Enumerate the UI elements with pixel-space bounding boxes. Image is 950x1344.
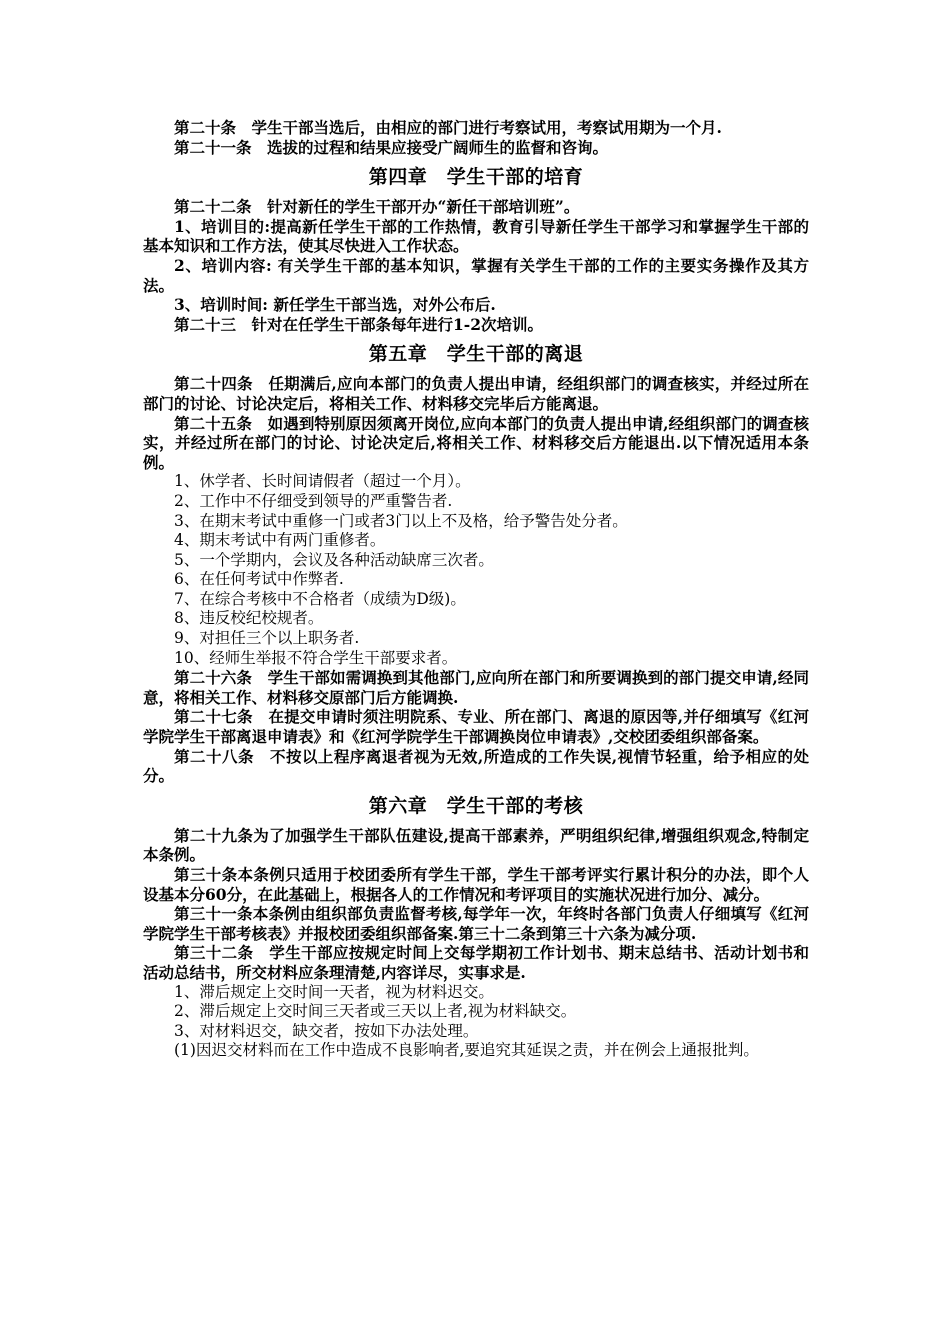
article-32-item-1: 1、滞后规定上交时间一天者，视为材料迟交。 (174, 982, 494, 1001)
article-32-item-3-sub-1: (1)因迟交材料而在工作中造成不良影响者,要追究其延误之责，并在例会上通报批判。 (174, 1041, 759, 1060)
article-21: 第二十一条 选拔的过程和结果应接受广阔师生的监督和咨询。 (174, 137, 609, 157)
document-page (143, 118, 809, 1061)
article-23: 第二十三 针对在任学生干部条每年进行1-2次培训。 (174, 314, 544, 334)
article-28: 第二十八条 不按以上程序离退者视为无效,所造成的工作失误,视情节轻重，给予相应的处分。 (143, 746, 809, 786)
article-25-item-7: 7、在综合考核中不合格者（成绩为D级)。 (174, 589, 466, 608)
article-31: 第三十一条本条例由组织部负责监督考核,每学年一次，年终时各部门负责人仔细填写《红河学院学生干部考核表》并报校团委组织部备案.第三十二条到第三十六条为减分项. (143, 904, 809, 943)
article-22: 第二十二条 针对新任的学生干部开办“新任干部培训班”。 (174, 197, 580, 217)
article-25-item-1: 1、休学者、长时间请假者（超过一个月）。 (174, 472, 471, 491)
article-32-item-2: 2、滞后规定上交时间三天者或三天以上者,视为材料缺交。 (174, 1002, 577, 1021)
article-25-item-4: 4、期末考试中有两门重修者。 (174, 531, 386, 550)
article-26: 第二十六条 学生干部如需调换到其他部门,应向所在部门和所要调换到的部门提交申请,经同意，将相关工作、材料移交原部门后方能调换. (143, 668, 809, 707)
article-25-item-9: 9、对担任三个以上职务者. (174, 629, 360, 648)
article-25-item-3: 3、在期末考试中重修一门或者3门以上不及格，给予警告处分者。 (174, 511, 628, 530)
chapter-5-heading: 第五章 学生干部的离退 (368, 343, 584, 366)
article-29: 第二十九条为了加强学生干部队伍建设,提高干部素养，严明组织纪律,增强组织观念,特制定本条例。 (143, 825, 809, 865)
article-25-item-2: 2、工作中不仔细受到领导的严重警告者. (174, 491, 453, 510)
article-22-item-3: 3、培训时间: 新任学生干部当选，对外公布后. (174, 295, 496, 315)
article-22-item-2: 2、培训内容: 有关学生干部的基本知识，掌握有关学生干部的工作的主要实务操作及其方法。 (143, 255, 809, 295)
article-32: 第三十二条 学生干部应按规定时间上交每学期初工作计划书、期末总结书、活动计划书和活动总结书，所交材料应条理清楚,内容详尽，实事求是. (143, 943, 809, 982)
article-25-item-5: 5、一个学期内，会议及各种活动缺席三次者。 (174, 550, 494, 569)
article-20: 第二十条 学生干部当选后，由相应的部门进行考察试用，考察试用期为一个月. (174, 118, 722, 137)
article-25-item-6: 6、在任何考试中作弊者. (174, 570, 344, 589)
chapter-6-heading: 第六章 学生干部的考核 (368, 794, 584, 817)
article-25-item-10: 10、经师生举报不符合学生干部要求者。 (174, 648, 458, 667)
article-27: 第二十七条 在提交申请时须注明院系、专业、所在部门、离退的原因等,并仔细填写《红河学院学生干部离退申请表》和《红河学院学生干部调换岗位申请表》,交校团委组织部备案。 (143, 707, 809, 747)
article-25-item-8: 8、违反校纪校规者。 (174, 609, 324, 628)
article-30: 第三十条本条例只适用于校团委所有学生干部，学生干部考评实行累计积分的办法，即个人设基本分60分，在此基础上，根据各人的工作情况和考评项目的实施状况进行加分、减分。 (143, 865, 809, 904)
article-25: 第二十五条 如遇到特别原因须离开岗位,应向本部门的负责人提出申请,经组织部门的调查核实，并经过所在部门的讨论、讨论决定后,将相关工作、材料移交后方能退出.以下情况适用本条例。 (143, 413, 809, 472)
article-22-item-1: 1、培训目的:提高新任学生干部的工作热情，教育引导新任学生干部学习和掌握学生干部的基本知识和工作方法，使其尽快进入工作状态。 (143, 216, 809, 256)
article-32-item-3: 3、对材料迟交，缺交者，按如下办法处理。 (174, 1021, 479, 1040)
article-24: 第二十四条 任期满后,应向本部门的负责人提出申请，经组织部门的调查核实，并经过所在部门的讨论、讨论决定后，将相关工作、材料移交完毕后方能离退。 (143, 374, 809, 413)
chapter-4-heading: 第四章 学生干部的培育 (368, 166, 584, 189)
